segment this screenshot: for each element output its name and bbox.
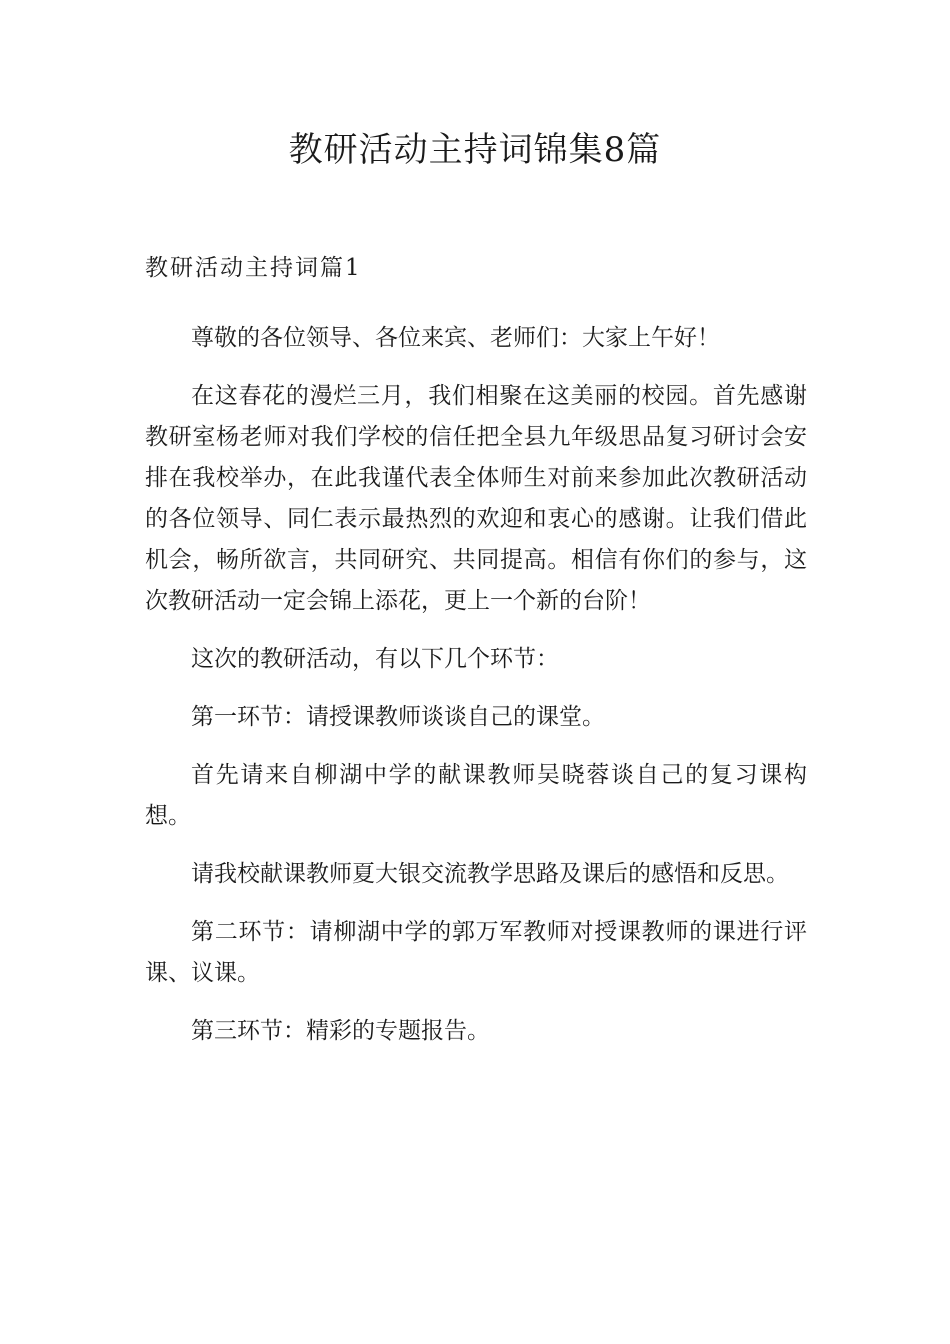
- section-heading: 教研活动主持词篇1: [145, 255, 362, 281]
- paragraph-stage-two: 第二环节：请柳湖中学的郭万军教师对授课教师的课进行评课、议课。: [145, 919, 807, 986]
- paragraph-stage-three: 第三环节：精彩的专题报告。: [191, 1018, 490, 1044]
- paragraph-greeting: 尊敬的各位领导、各位来宾、老师们：大家上午好！: [191, 325, 720, 351]
- document-body: [145, 318, 807, 1069]
- paragraph-stage-one-speaker-2: 请我校献课教师夏大银交流教学思路及课后的感悟和反思。: [191, 861, 789, 887]
- paragraph-welcome: 在这春花的漫烂三月，我们相聚在这美丽的校园。首先感谢教研室杨老师对我们学校的信任把全县九年级思品复习研讨会安排在我校举办，在此我谨代表全体师生对前来参加此次教研活动的各位领导、同仁表示最热烈的欢迎和衷心的感谢。让我们借此机会，畅所欲言，共同研究、共同提高。相信有你们的参与，这次教研活动一定会锦上添花，更上一个新的台阶！: [145, 383, 807, 614]
- paragraph-stage-one: 第一环节：请授课教师谈谈自己的课堂。: [191, 704, 605, 730]
- paragraph-agenda-intro: 这次的教研活动，有以下几个环节：: [191, 646, 559, 672]
- document-title: 教研活动主持词锦集8篇: [288, 130, 662, 170]
- paragraph-stage-one-speaker-1: 首先请来自柳湖中学的献课教师吴晓蓉谈自己的复习课构想。: [145, 762, 807, 829]
